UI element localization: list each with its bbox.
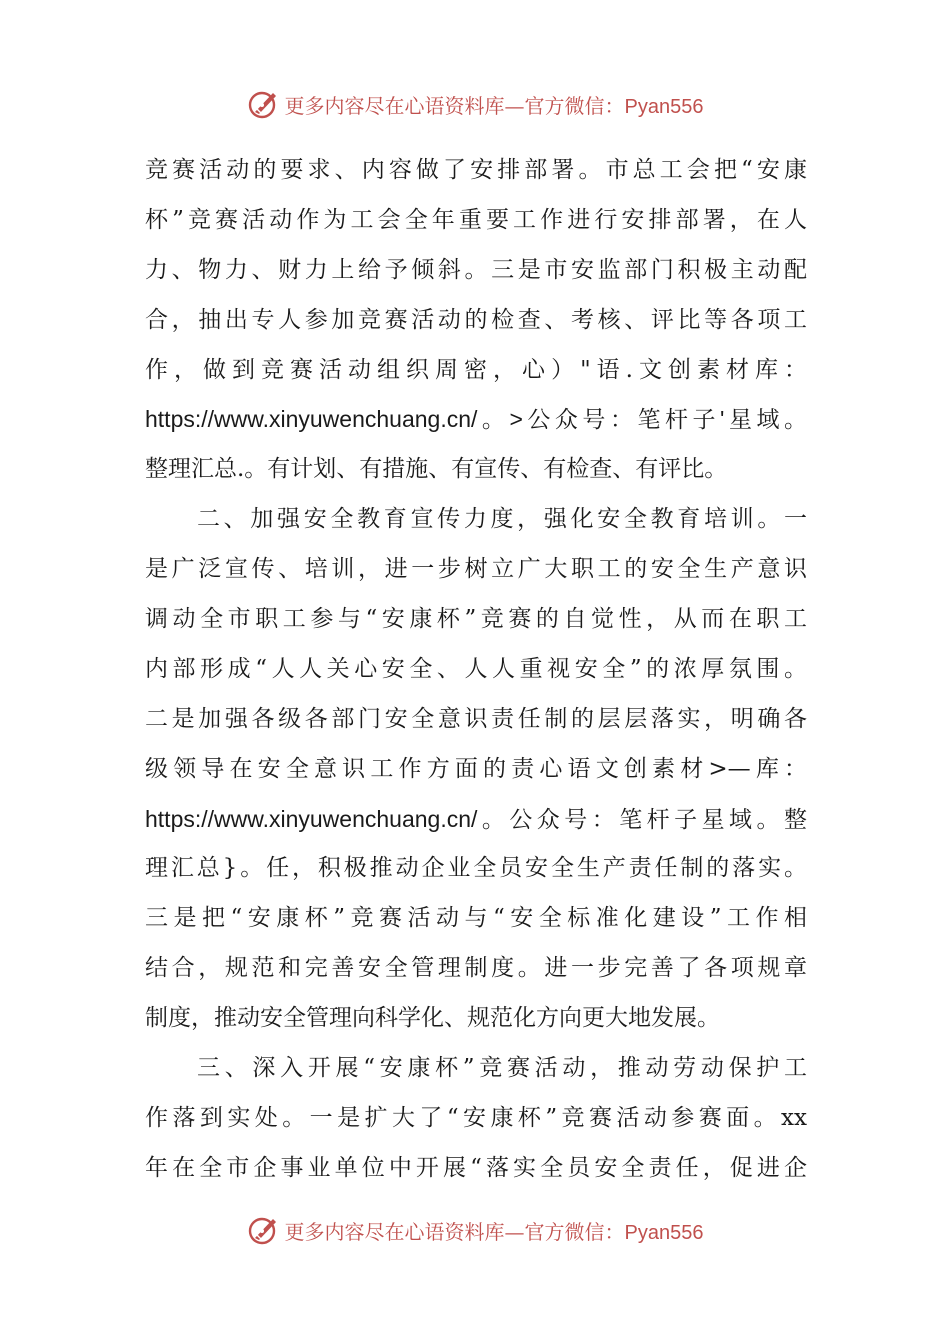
text-line: 理汇总}。任，积极推动企业全员安全生产责任制的落实。	[145, 855, 807, 882]
footer-banner	[0, 1210, 950, 1250]
text-line: 调动全市职工参与“安康杯”竞赛的自觉性，从而在职工	[145, 606, 807, 633]
document-body	[145, 146, 807, 1194]
text-line: 作，做到竞赛活动组织周密，心）"语.文创素材库：	[145, 356, 807, 383]
footer-banner-text: 更多内容尽在心语资料库—官方微信：Pyan556	[284, 1219, 704, 1244]
header-banner-text: 更多内容尽在心语资料库—官方微信：Pyan556	[284, 93, 704, 118]
quill-logo-icon	[247, 1213, 281, 1247]
text-line: 竞赛活动的要求、内容做了安排部署。市总工会把“安康	[145, 157, 807, 183]
text-line: 年在全市企事业单位中开展“落实全员安全责任，促进企	[145, 1154, 807, 1181]
text-line: https://www.xinyuwenchuang.cn/。公众号：笔杆子星域。整	[145, 805, 807, 832]
text-line: 二是加强各级各部门安全意识责任制的层层落实，明确各	[145, 705, 807, 732]
text-line: 合，抽出专人参加竞赛活动的检查、考核、评比等各项工	[145, 306, 807, 333]
header-banner	[0, 84, 950, 124]
paragraph-1	[145, 146, 807, 495]
paragraph-3	[145, 1044, 807, 1194]
text-line: https://www.xinyuwenchuang.cn/。>公众号：笔杆子'星域。	[145, 406, 807, 433]
text-line: 三、深入开展“安康杯”竞赛活动，推动劳动保护工	[197, 1055, 807, 1082]
text-line: 二、加强安全教育宣传力度，强化安全教育培训。一	[197, 506, 807, 533]
text-line: 力、物力、财力上给予倾斜。三是市安监部门积极主动配	[145, 256, 807, 283]
text-line: 是广泛宣传、培训，进一步树立广大职工的安全生产意识	[145, 556, 807, 583]
paragraph-2	[145, 495, 807, 1044]
text-line: 级领导在安全意识工作方面的责心语文创素材>—库：	[145, 755, 807, 782]
text-line: 三是把“安康杯”竞赛活动与“安全标准化建设”工作相	[145, 905, 807, 932]
footer-wechat-id: Pyan556	[624, 1221, 704, 1244]
text-line: 制度，推动安全管理向科学化、规范化方向更大地发展。	[145, 1005, 720, 1032]
header-wechat-id: Pyan556	[624, 95, 704, 118]
text-line: 作落到实处。一是扩大了“安康杯”竞赛活动参赛面。xx	[145, 1104, 807, 1131]
quill-logo-icon	[247, 87, 281, 121]
text-line: 整理汇总.。有计划、有措施、有宣传、有检查、有评比。	[145, 456, 728, 483]
text-line: 结合，规范和完善安全管理制度。进一步完善了各项规章	[145, 955, 807, 982]
text-line: 内部形成“人人关心安全、人人重视安全”的浓厚氛围。	[145, 655, 807, 682]
text-line: 杯”竞赛活动作为工会全年重要工作进行安排部署，在人	[145, 206, 807, 233]
